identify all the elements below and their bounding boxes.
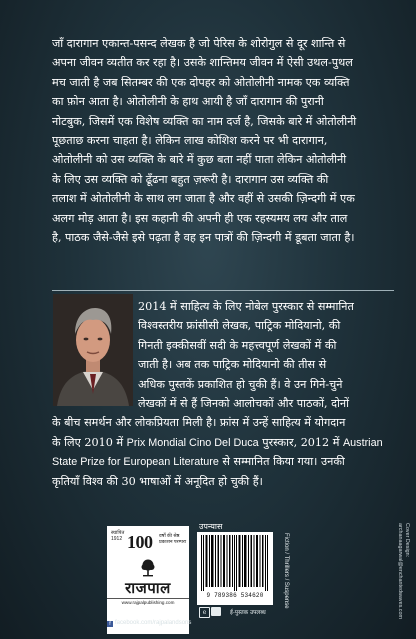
synopsis-line: का फ़ोन आता है। ओतोलीनी के हाथ आयी है जाँ दारागान की पुरानी	[52, 95, 324, 109]
genre-categories	[278, 533, 290, 609]
synopsis-line: अपना जीवन व्यतीत कर रहा है। उसके शान्तिमय जीवन में ऐसी उथल-पुथल	[52, 56, 353, 70]
tablet-icon	[211, 607, 221, 616]
award-name: Prix Mondial Cino Del Duca	[126, 436, 259, 449]
synopsis-line: के लिए उस व्यक्ति को ढूँढना बहुत ज़रूरी है। दारागान उस व्यक्ति की	[52, 172, 329, 186]
synopsis-line: जाँ दारागान एकान्त-पसन्द लेखक है जो पेरिस के शोरोगुल से दूर शान्ति से	[52, 37, 346, 50]
isbn-barcode	[197, 532, 273, 605]
synopsis-line: मच जाती है जब सितम्बर की एक दोपहर को ओतोलीनी नामक एक व्यक्ति	[52, 75, 350, 89]
genre-label: उपन्यास	[199, 522, 223, 531]
facebook-icon: f	[107, 621, 113, 627]
synopsis-line: नोटबुक, जिसमें एक विशेष व्यक्ति का नाम दर्ज है, जिसके बारे में ओतोलीनी	[52, 114, 357, 128]
author-bio	[52, 297, 394, 491]
bio-line: अधिक पुस्तकें प्रकाशित हो चुकी हैं। वे उन गिने-चुने	[138, 377, 343, 391]
synopsis-line: अलग मोड़ आता है। इस कहानी की अपनी ही एक रहस्यमय लय और ताल	[52, 211, 348, 225]
isbn-number: 9 789386 534620	[206, 592, 264, 599]
barcode-bars	[199, 535, 271, 591]
bio-line: के लिए 2010 में Prix Mondial Cino Del Duca पुरस्कार, 2012 में Austrian	[52, 435, 383, 449]
credit-label: Cover Design:	[404, 523, 410, 558]
publisher-since: स्थापित 1912	[111, 530, 125, 542]
bio-line: 2014 में साहित्य के लिए नोबेल पुरस्कार से सम्मानित	[138, 300, 354, 313]
facebook-link	[107, 620, 227, 627]
award-name: Austrian	[342, 436, 383, 449]
bio-line: State Prize for European Literature से सम्मानित किया गया। उनकी	[52, 455, 345, 469]
bio-line: लेखकों में से हैं जिनको आलोचकों और पाठकों, दोनों	[138, 396, 350, 410]
cover-design-credit	[397, 523, 410, 619]
publisher-100: 100	[127, 532, 153, 552]
synopsis-line: ओतोलीनी को उस व्यक्ति के बारे में कुछ बता नहीं पाता लेकिन ओतोलीनी	[52, 153, 347, 167]
award-name: State Prize for European Literature	[52, 456, 219, 469]
publisher-logo-block	[107, 526, 192, 634]
synopsis-line: पूछताछ करना चाहता है। लेकिन लाख कोशिश करने पर भी दारागान,	[52, 134, 328, 148]
genre-categories-text: Fiction / Thrillers / Suspense	[283, 533, 289, 609]
synopsis-line: तलाश में ओतोलीनी के साथ लग जाता है और वहीं से उसकी ज़िन्दगी में एक	[52, 192, 355, 206]
bio-line: कृतियाँ विश्व की 30 भाषाओं में अनूदित हो चुकी हैं।	[52, 474, 263, 488]
ebook-icon: e	[199, 607, 210, 618]
section-divider	[52, 290, 394, 291]
bio-line: गिनती इक्कीसवीं सदी के महत्त्वपूर्ण लेखकों में की	[138, 338, 337, 352]
bio-line: के बीच समर्थन और लोकप्रियता मिली है। फ्रांस में उन्हें साहित्य में योगदान	[52, 416, 346, 430]
synopsis-text	[52, 34, 394, 247]
bio-line: विश्वस्तरीय फ्रांसीसी लेखक, पाट्रिक मोदियानो, की	[138, 319, 341, 333]
publisher-years-text: वर्षों की श्रेष्ठ प्रकाशन परम्परा	[159, 534, 187, 545]
bio-line: जाती है। अब तक पाट्रिक मोदियानो की तीस से	[138, 358, 327, 372]
ebook-availability: ई-पुस्तक उपलब्ध	[230, 610, 266, 616]
synopsis-line: है, पाठक जैसे-जैसे इसे पढ़ता है वह इन पात्रों की ज़िन्दगी में डूबता जाता है।	[52, 231, 355, 245]
facebook-url: facebook.com/rajpalandsons	[115, 620, 192, 626]
publisher-website: www.rajpalpublishing.com	[107, 598, 189, 605]
credit-email: archanaagarwal@enchantedwaves.com	[397, 523, 404, 619]
publisher-name: राजपाल	[125, 580, 171, 597]
